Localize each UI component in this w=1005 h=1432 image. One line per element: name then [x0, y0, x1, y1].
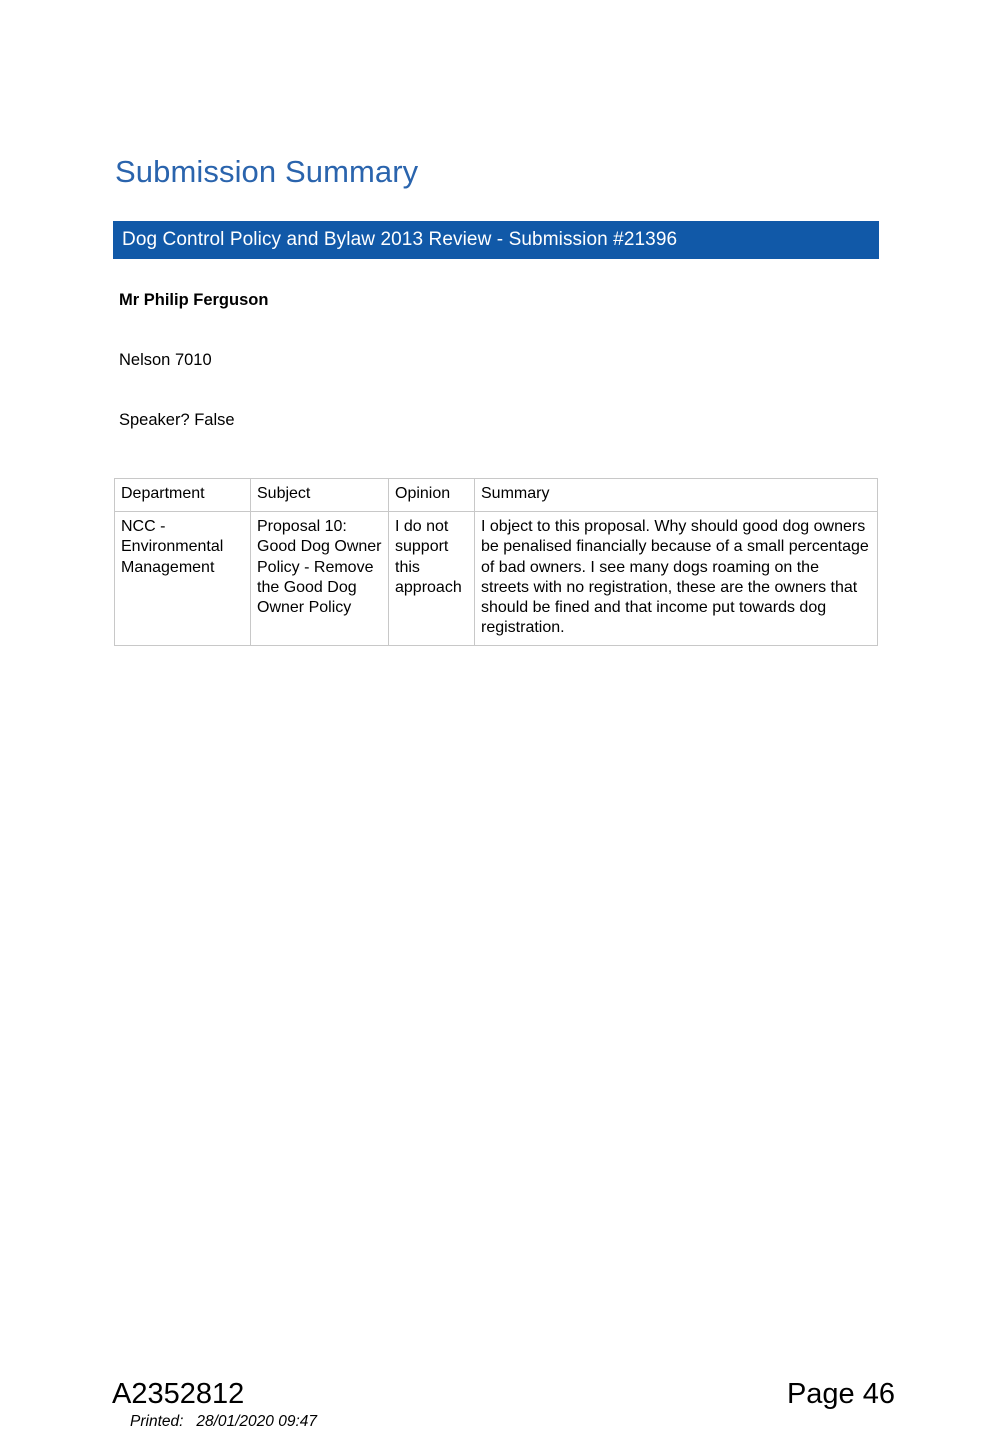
submission-banner	[113, 221, 879, 259]
submission-banner-title: Dog Control Policy and Bylaw 2013 Review - Submission #21396	[122, 229, 678, 250]
column-header-subject: Subject	[251, 479, 389, 512]
column-header-department: Department	[115, 479, 251, 512]
submission-table	[114, 478, 878, 646]
page-title: Submission Summary	[115, 154, 419, 189]
footer-page-number: Page 46	[786, 1378, 895, 1410]
submitter-name: Mr Philip Ferguson	[119, 291, 269, 309]
column-header-opinion: Opinion	[389, 479, 475, 512]
cell-subject	[251, 512, 389, 646]
cell-department-text: NCC - Environmental Management	[121, 518, 224, 576]
footer-printed-timestamp: Printed: 28/01/2020 09:47	[130, 1413, 318, 1430]
table-header-row	[115, 479, 878, 512]
cell-summary	[475, 512, 878, 646]
column-header-summary: Summary	[475, 479, 878, 512]
submitter-speaker-status: Speaker? False	[119, 411, 235, 429]
footer-document-id: A2352812	[112, 1378, 245, 1410]
cell-subject-text: Proposal 10: Good Dog Owner Policy - Remove the Good Dog Owner Policy	[257, 518, 382, 617]
cell-summary-text: I object to this proposal. Why should good dog owners be penalised financially because of a small percentage of bad owners. I see many dogs roaming on the streets with no registration, these are the owners that should be fined and that income put towards dog registration.	[481, 518, 869, 637]
table-row	[115, 512, 878, 646]
cell-department	[115, 512, 251, 646]
cell-opinion	[389, 512, 475, 646]
cell-opinion-text: I do not support this approach	[395, 518, 462, 596]
submitter-location: Nelson 7010	[119, 351, 212, 369]
